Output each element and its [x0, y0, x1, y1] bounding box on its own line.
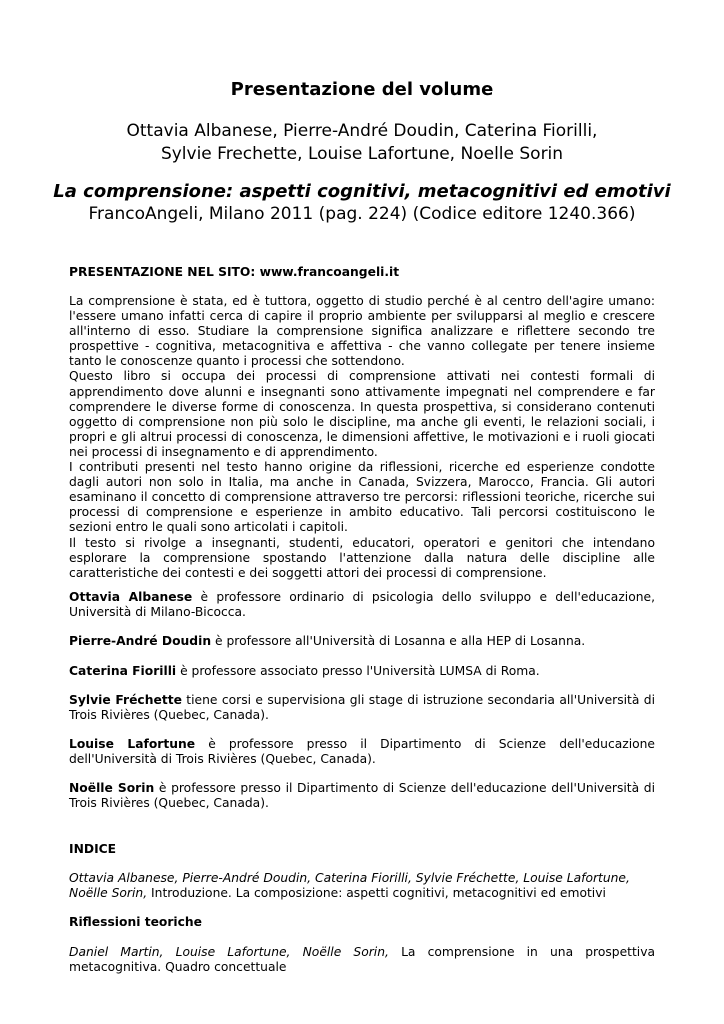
- bio-text: tiene corsi e supervisiona gli stage di istruzione secondaria all'Università di Trois Rivières (Quebec, Canada).: [69, 693, 655, 723]
- bio-frechette: [69, 693, 655, 723]
- presentation-paragraph: I contributi presenti nel testo hanno origine da riflessioni, ricerche ed esperienze condotte dagli autori non solo in Italia, ma anche in Canada, Svizzera, Marocco, Francia. Gli autori esaminano il concetto di comprensione attraverso tre percorsi: riflessioni teoriche, ricerche sui processi di comprensione e esperienze in ambito educativo. Tali percorsi costituiscono le sezioni entro le quali sono articolati i capitoli.: [69, 460, 655, 535]
- index-entry-title: La comprensione in una prospettiva metacognitiva. Quadro concettuale: [69, 945, 656, 975]
- bio-text: è professore associato presso l'Università LUMSA di Roma.: [176, 664, 540, 678]
- bio-doudin: [69, 634, 655, 649]
- presentation-paragraph: La comprensione è stata, ed è tuttora, oggetto di studio perché è al centro dell'agire umano: l'essere umano infatti cerca di capire il proprio ambiente per svilupparsi al meglio e crescere all'interno di esso. Studiare la comprensione significa analizzare e riflettere secondo tre prospettive - cognitiva, metacognitiva e affettiva - che vanno collegate per tenere insieme tanto le conoscenze quanto i processi che sottendono.: [69, 294, 655, 369]
- index-intro-entry: [69, 871, 655, 901]
- index-entry-authors: Daniel Martin, Louise Lafortune, Noëlle Sorin,: [69, 945, 389, 959]
- index-entry-title: Introduzione. La composizione: aspetti cognitivi, metacognitivi ed emotivi: [147, 886, 606, 901]
- presentation-paragraph: Il testo si rivolge a insegnanti, studenti, educatori, operatori e genitori che intendano esplorare la comprensione spostando l'attenzione dalla natura delle discipline alle caratteristiche dei contesti e dei soggetti attori dei processi di comprensione.: [69, 535, 655, 580]
- bio-text: è professore all'Università di Losanna e alla HEP di Losanna.: [211, 634, 586, 648]
- index-chapter-entry: [69, 945, 655, 975]
- authors-block: [0, 120, 724, 166]
- bio-name: Sylvie Fréchette: [69, 693, 182, 707]
- bio-text: è professore ordinario di psicologia dello sviluppo e dell'educazione, Università di Milano-Bicocca.: [69, 590, 655, 620]
- bio-text: è professore presso il Dipartimento di Scienze dell'educazione dell'Università di Trois Rivières (Quebec, Canada).: [69, 781, 655, 811]
- bio-name: Pierre-André Doudin: [69, 634, 212, 648]
- bio-fiorilli: [69, 664, 655, 679]
- bio-name: Louise Lafortune: [69, 737, 196, 751]
- authors-line-1: Ottavia Albanese, Pierre-André Doudin, Caterina Fiorilli,: [126, 121, 598, 141]
- presentation-paragraph: Questo libro si occupa dei processi di comprensione attivati nei contesti formali di apprendimento dove alunni e insegnanti sono attivamente impegnati nel comprendere e far comprendere le diverse forme di conoscenza. In questa prospettiva, si considerano contenuti oggetto di comprensione non più solo le discipline, ma anche gli eventi, le relazioni sociali, i propri e gli altrui processi di conoscenza, le dimensioni affettive, le motivazioni e i ruoli giocati nei processi di insegnamento e di apprendimento.: [69, 369, 655, 459]
- bio-sorin: [69, 781, 655, 811]
- book-title: La comprensione: aspetti cognitivi, metacognitivi ed emotivi: [53, 181, 671, 202]
- page-title: Presentazione del volume: [230, 79, 494, 100]
- bio-text: è professore presso il Dipartimento di Scienze dell'educazione dell'Università di Trois Rivières (Quebec, Canada).: [69, 737, 655, 767]
- authors-line-2: Sylvie Frechette, Louise Lafortune, Noelle Sorin: [160, 144, 564, 164]
- index-section-heading: Riflessioni teoriche: [69, 915, 203, 929]
- bio-lafortune: [69, 737, 655, 767]
- presentation-text: [69, 294, 655, 581]
- index-entry-authors: Ottavia Albanese, Pierre-André Doudin, Caterina Fiorilli, Sylvie Fréchette, Louise Lafortune, Noëlle Sorin,: [69, 871, 630, 901]
- bio-name: Ottavia Albanese: [69, 590, 193, 604]
- bio-albanese: [69, 590, 655, 620]
- publisher-info: FrancoAngeli, Milano 2011 (pag. 224) (Codice editore 1240.366): [88, 204, 636, 224]
- index-heading: INDICE: [69, 842, 117, 856]
- bio-name: Noëlle Sorin: [69, 781, 155, 795]
- bio-name: Caterina Fiorilli: [69, 664, 177, 678]
- presentation-heading: PRESENTAZIONE NEL SITO: www.francoangeli.it: [69, 265, 400, 279]
